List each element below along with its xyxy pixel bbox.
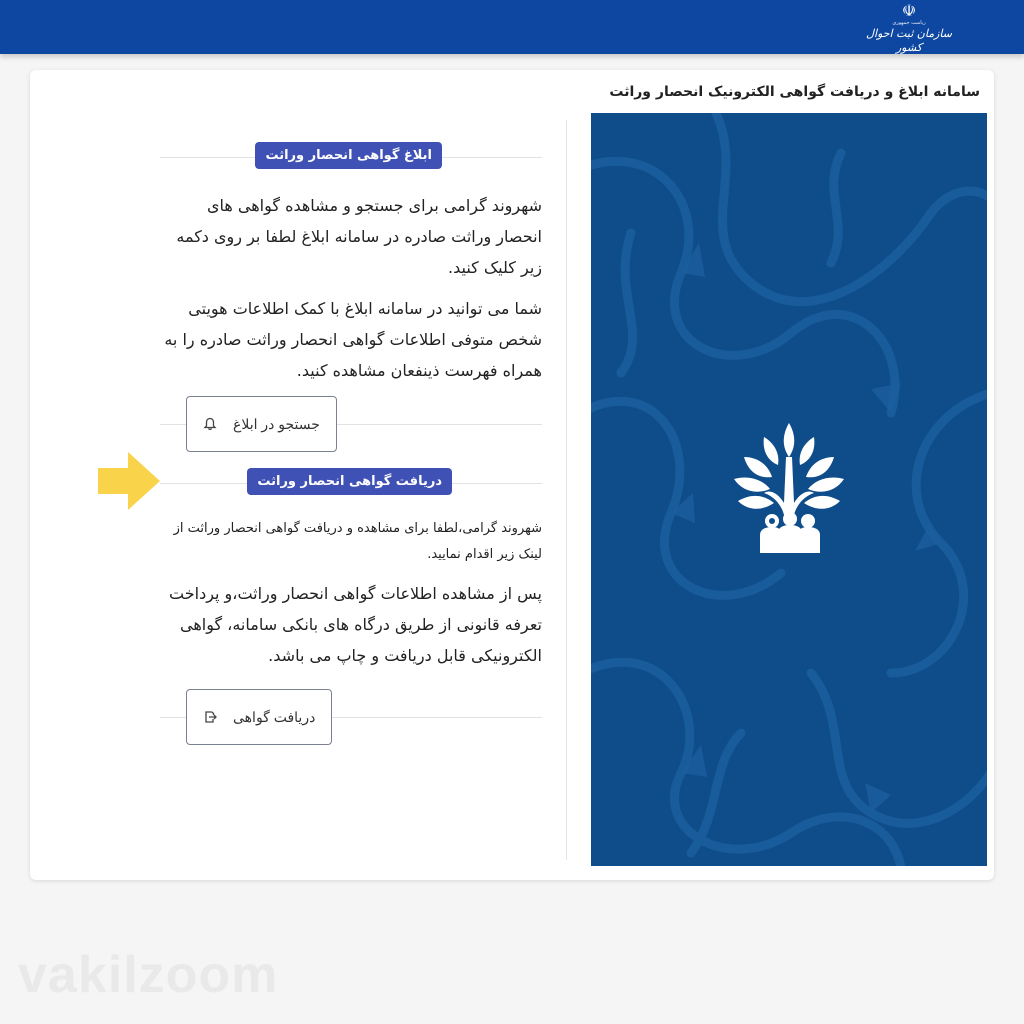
watermark: vakilzoom — [18, 946, 279, 1004]
section-notice-header — [160, 140, 542, 174]
receive-paragraph-1: شهروند گرامی،لطفا برای مشاهده و دریافت گواهی انحصار وراثت از لینک زیر اقدام نمایید. — [173, 521, 542, 562]
section-receive-title: دریافت گواهی انحصار وراثت — [247, 468, 452, 495]
notice-paragraph-1: شهروند گرامی برای جستجو و مشاهده گواهی های انحصار وراثت صادره در سامانه ابلاغ لطفا بر روی دکمه زیر کلیک کنید. — [176, 196, 542, 277]
organization-logo[interactable] — [864, 2, 954, 52]
bell-icon — [203, 417, 217, 431]
notice-paragraph-2: شما می توانید در سامانه ابلاغ با کمک اطلاعات هویتی شخص متوفی اطلاعات گواهی انحصار وراثت صادره را به همراه فهرست ذینفعان مشاهده کنید. — [164, 299, 542, 380]
search-notice-button-label: جستجو در ابلاغ — [233, 415, 320, 432]
page-title: سامانه ابلاغ و دریافت گواهی الکترونیک انحصار وراثت — [609, 84, 980, 100]
receive-certificate-button[interactable] — [186, 689, 332, 745]
main-card — [30, 70, 994, 880]
tree-family-icon — [734, 423, 844, 553]
search-notice-button[interactable] — [186, 396, 337, 452]
receive-button-row — [160, 689, 542, 745]
logo-name: سازمان ثبت احوال کشور — [866, 27, 952, 54]
hero-banner — [591, 113, 987, 866]
section-receive-header — [160, 466, 542, 500]
section-notice-title: ابلاغ گواهی انحصار وراثت — [255, 142, 442, 169]
receive-certificate-button-label: دریافت گواهی — [233, 708, 316, 725]
vertical-divider — [566, 120, 567, 860]
receive-paragraph-2: پس از مشاهده اطلاعات گواهی انحصار وراثت،و پرداخت تعرفه قانونی از طریق درگاه های بانکی سامانه، گواهی الکترونیکی قابل دریافت و چاپ می باشد. — [169, 584, 542, 665]
top-header-bar — [0, 0, 1024, 54]
file-export-icon — [203, 710, 217, 724]
yellow-arrow-annotation — [98, 452, 160, 510]
iran-emblem-icon: ☫ — [901, 1, 917, 20]
content-column — [160, 140, 542, 759]
logo-subtitle: ریاست جمهوری — [892, 20, 926, 26]
notice-button-row — [160, 396, 542, 452]
